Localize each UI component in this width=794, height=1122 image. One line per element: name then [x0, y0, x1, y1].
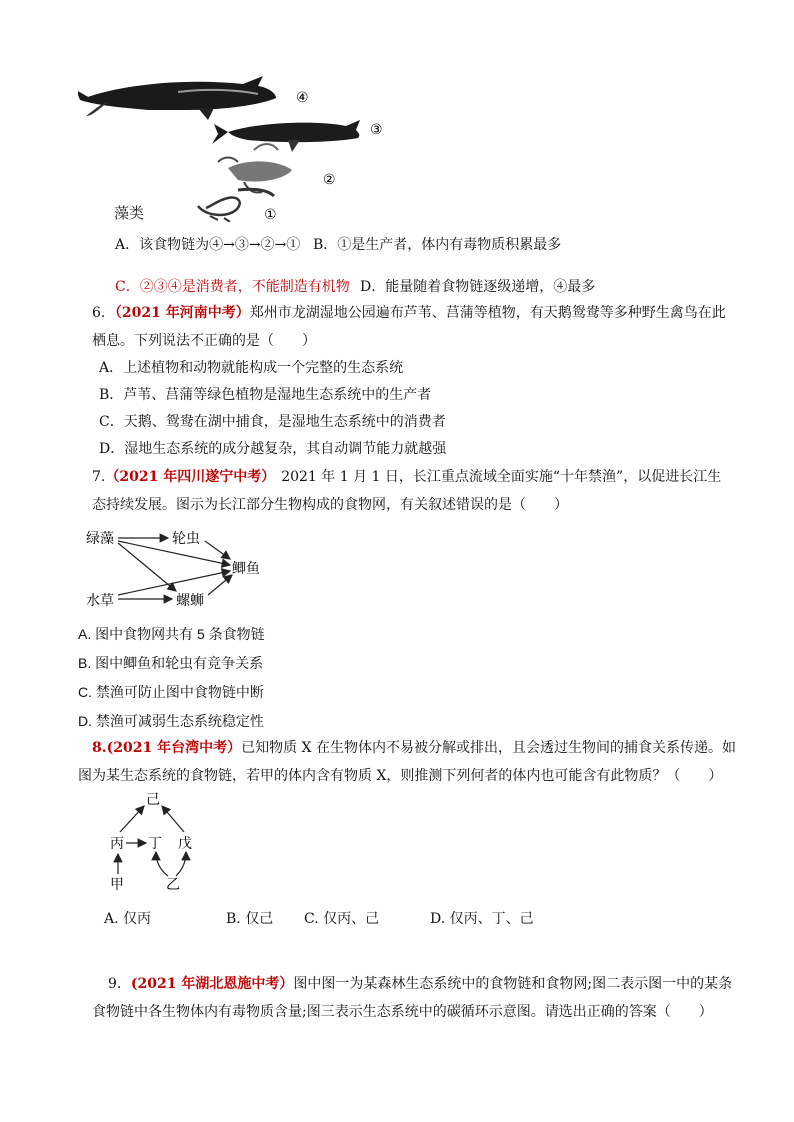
arrow-yi-ding: [156, 852, 168, 876]
q6-source: （2021 年河南中考）: [114, 305, 250, 321]
arrow-lvzao-luosi: [118, 543, 176, 591]
q7-stem-text1: 2021 年 1 月 1 日，长江重点流域全面实施“十年禁渔”，以促进长江生: [281, 469, 722, 485]
algae-label: 藻类: [114, 204, 145, 222]
q6-stem-line2: 栖息。下列说法不正确的是（ ）: [92, 333, 316, 349]
q8-food-chain-diagram: [104, 788, 214, 894]
web-node-shuicao: 水草: [86, 593, 114, 609]
q8-option-b[interactable]: B. 仅己: [226, 911, 274, 927]
q6-option-c[interactable]: C．天鹅、鸳鸯在湖中捕食，是湿地生态系统中的消费者: [99, 414, 446, 430]
fish-3-image: [212, 120, 360, 152]
q6-stem-text1: 郑州市龙湖湿地公园遍布芦苇、莒蒲等植物，有天鹅鸳鸯等多种野生禽鸟在此: [249, 305, 726, 321]
q9-source: (2021 年湖北恩施中考）: [130, 976, 294, 992]
fish-label-2: ②: [323, 172, 336, 188]
q7-option-c[interactable]: C. 禁渔可防止图中食物链中断: [78, 684, 264, 700]
q8-stem-line2: 图为某生态系统的食物链，若甲的体内含有物质 X，则推测下列何者的体内也可能含有此物质？（ ）: [78, 768, 723, 784]
q8-stem-text1: 已知物质 X 在生物体内不易被分解或排出，且会透过生物间的捕食关系传递。如: [241, 740, 736, 756]
fish-label-1: ①: [264, 207, 277, 222]
chain-node-wu: 戊: [178, 836, 192, 852]
fish-2-image: [218, 144, 292, 193]
chain-node-ding: 丁: [148, 836, 162, 852]
q8-stem-line1: [92, 737, 736, 757]
chain-node-bing: 丙: [110, 836, 124, 852]
q8-option-d[interactable]: D. 仅丙、丁、己: [430, 911, 534, 927]
q8-number: 8.: [92, 740, 107, 756]
fish-label-3: ③: [370, 122, 383, 138]
q5-option-d[interactable]: D．能量随着食物链逐级递增，④最多: [360, 279, 596, 295]
fish-food-chain-figure: [78, 72, 408, 222]
q8-option-a[interactable]: A. 仅丙: [104, 911, 152, 927]
arrow-yi-wu: [176, 852, 186, 876]
chain-node-ji: 己: [146, 792, 160, 808]
q9-stem-text1: 图中图一为某森林生态系统中的食物链和食物网;图二表示图一中的某条: [293, 976, 733, 992]
chain-node-yi: 乙: [166, 877, 180, 893]
q9-stem-line1: [108, 973, 732, 993]
q7-option-a[interactable]: A. 图中食物网共有 5 条食物链: [78, 626, 265, 642]
arrow-lunchong-jiyu: [205, 541, 230, 559]
q8-option-c[interactable]: C. 仅丙、己: [304, 911, 380, 927]
q5-option-a[interactable]: A．该食物链为④→③→②→①: [115, 237, 301, 253]
q6-number: 6．: [92, 305, 115, 321]
q7-source: （2021 年四川遂宁中考）: [105, 469, 276, 485]
fish-label-4: ④: [296, 90, 309, 106]
q6-option-b[interactable]: B．芦苇、莒蒲等绿色植物是湿地生态系统中的生产者: [99, 387, 432, 403]
q7-option-d[interactable]: D. 禁渔可减弱生态系统稳定性: [78, 713, 264, 729]
web-node-jiyu: 鲫鱼: [232, 561, 260, 577]
q5-option-c[interactable]: C．②③④是消费者，不能制造有机物: [115, 279, 350, 295]
q9-number: 9．: [108, 976, 131, 992]
q6-option-d[interactable]: D．湿地生态系统的成分越复杂，其自动调节能力就越强: [99, 441, 447, 457]
web-node-lunchong: 轮虫: [172, 531, 200, 547]
q6-stem-line1: [92, 302, 726, 322]
q7-stem-line2: 态持续发展。图示为长江部分生物构成的食物网，有关叙述错误的是（ ）: [92, 497, 568, 513]
q8-source: (2021 年台湾中考）: [106, 740, 242, 756]
arrow-wu-ji: [162, 806, 184, 832]
organism-1-image: [198, 189, 274, 222]
q7-option-b[interactable]: B. 图中鲫鱼和轮虫有竞争关系: [78, 655, 264, 671]
q5-option-b[interactable]: B．①是生产者，体内有毒物质积累最多: [313, 237, 562, 253]
q9-stem-line2: 食物链中各生物体内有毒物质含量;图三表示生态系统中的碳循环示意图。请选出正确的答案（ ）: [92, 1004, 713, 1020]
q7-stem-line1: [92, 466, 721, 486]
arrow-bing-ji: [120, 806, 144, 832]
q7-food-web-diagram: [80, 525, 280, 613]
shark-image: [78, 76, 276, 120]
q6-option-a[interactable]: A．上述植物和动物就能构成一个完整的生态系统: [99, 360, 404, 376]
web-node-lvzao: 绿藻: [86, 531, 114, 547]
chain-node-jia: 甲: [110, 877, 124, 893]
web-node-luosi: 螺蛳: [176, 593, 204, 609]
arrow-luosi-jiyu: [208, 575, 232, 595]
q7-number: 7.: [92, 469, 106, 485]
